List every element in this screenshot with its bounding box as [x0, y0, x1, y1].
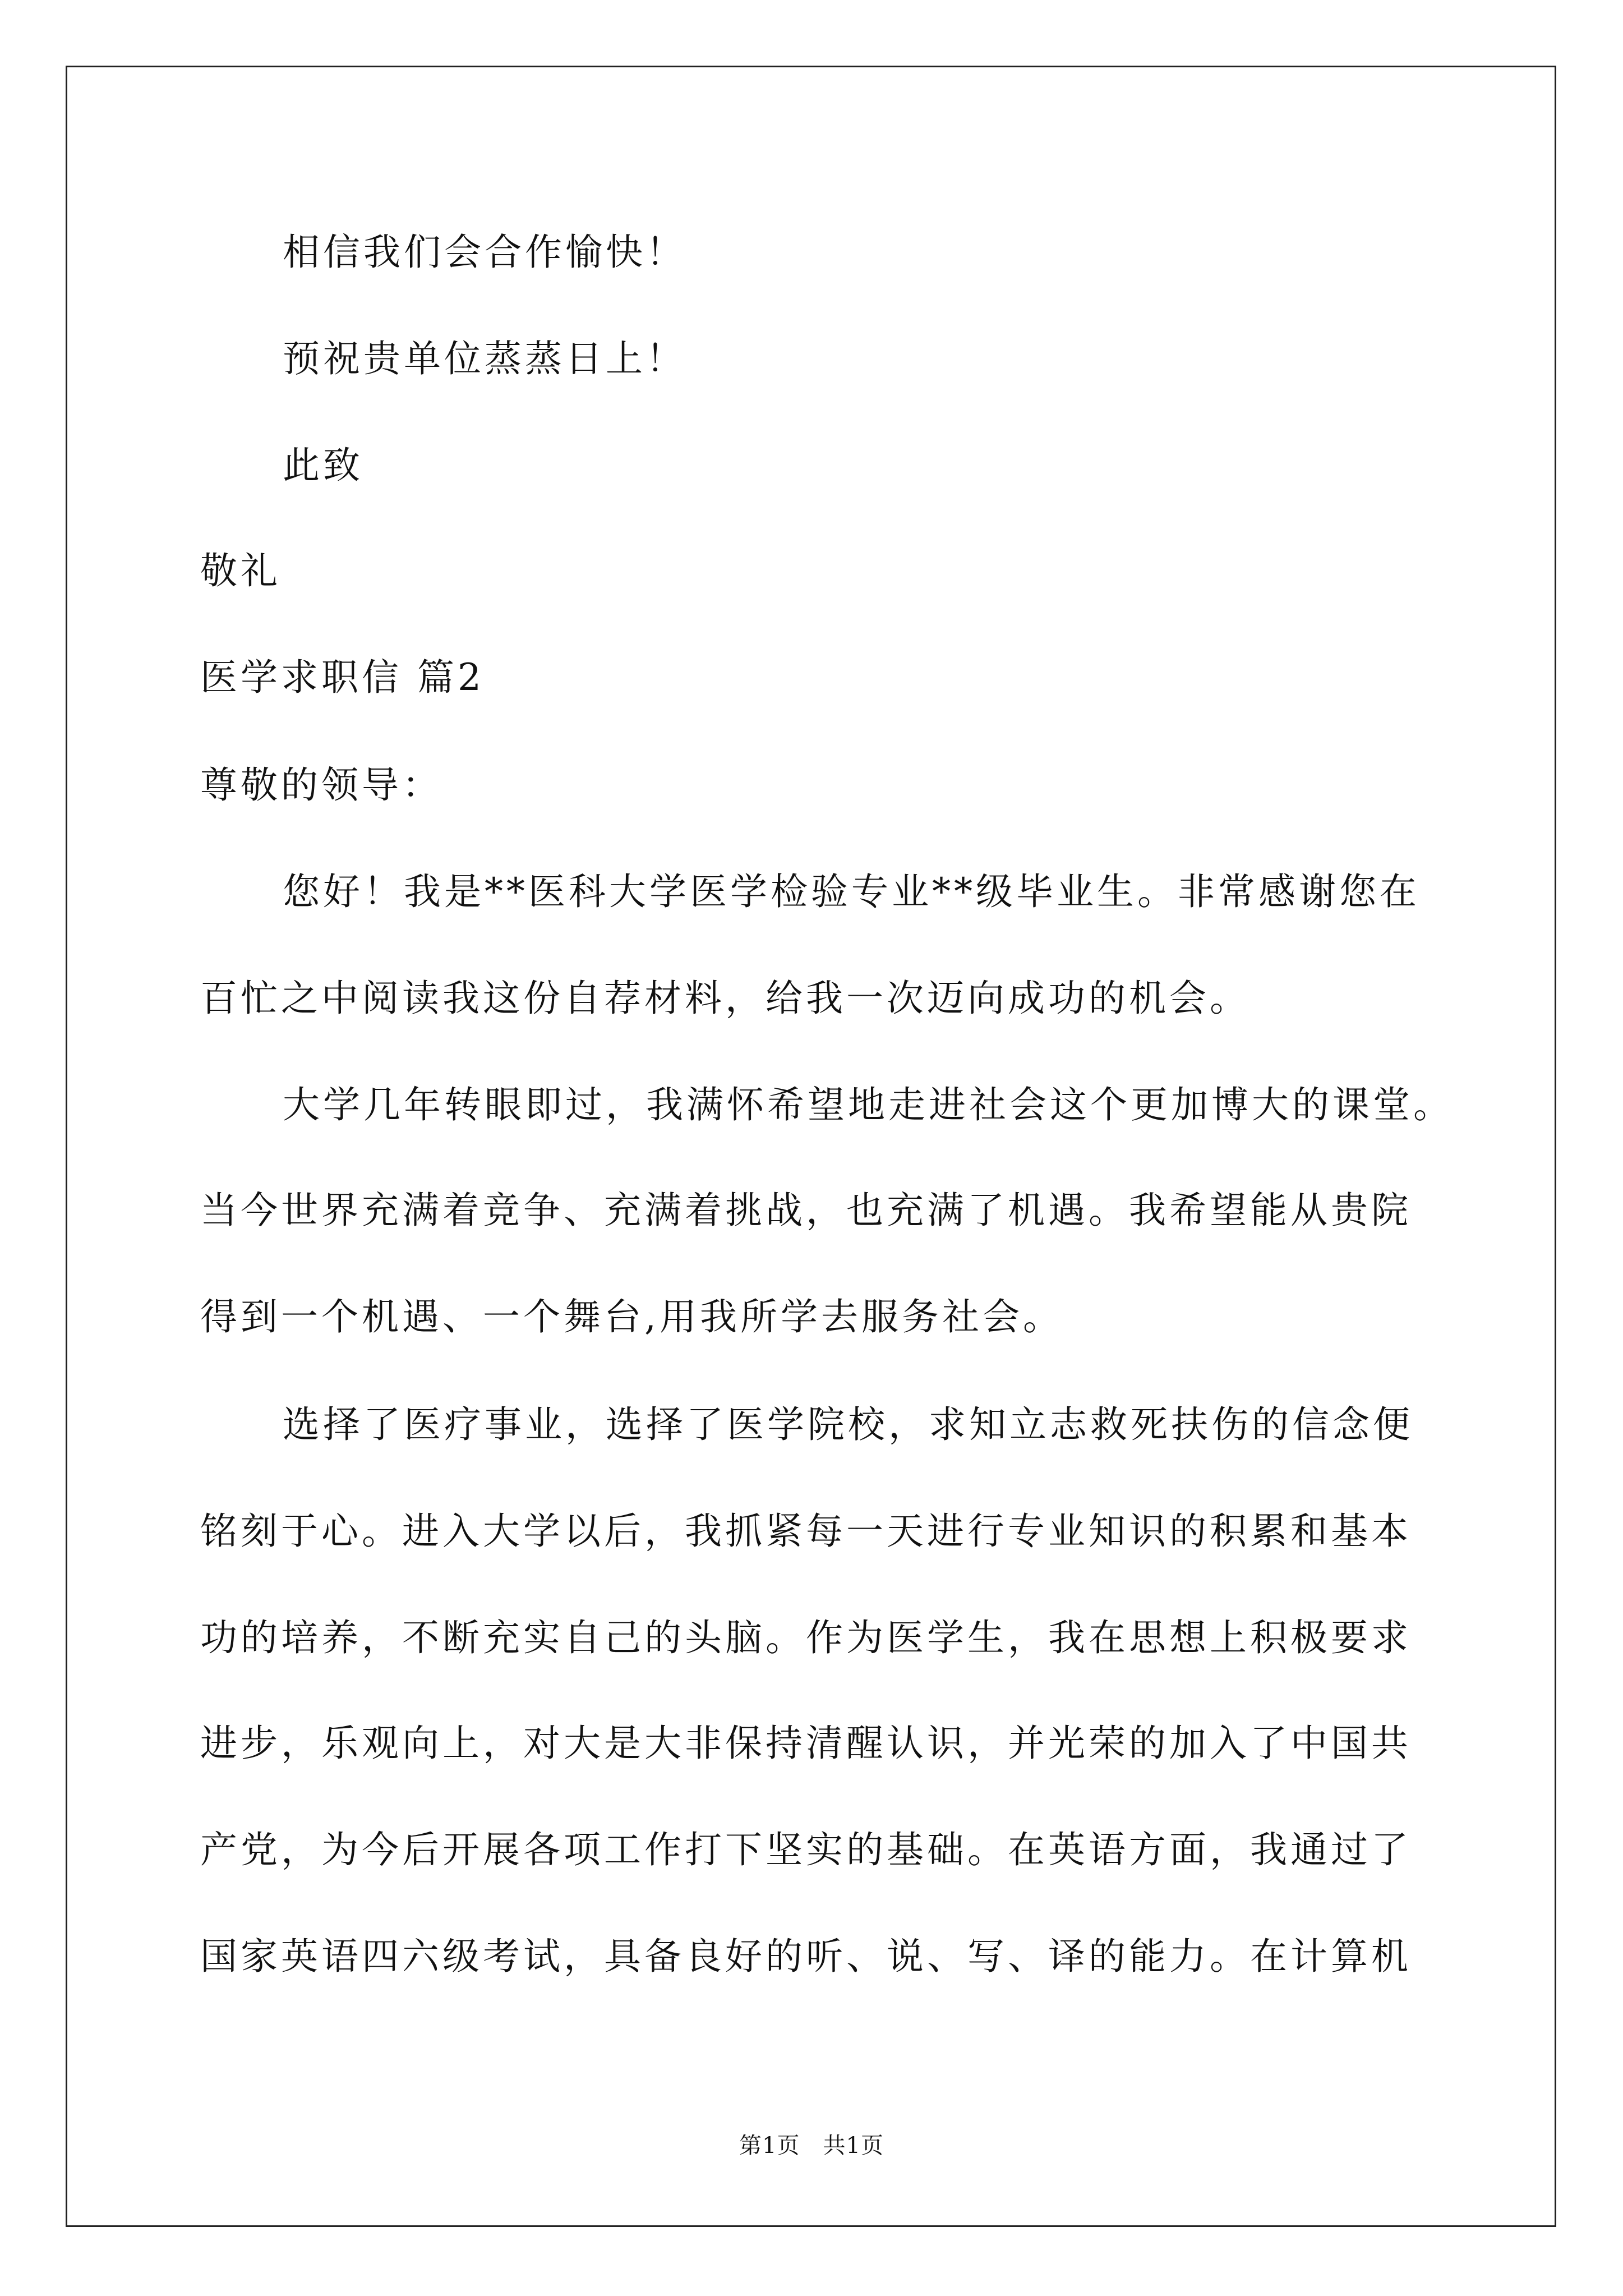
- section-heading: 医学求职信 篇2: [200, 656, 485, 699]
- text-line: 预祝贵单位蒸蒸日上！: [283, 337, 686, 380]
- text-line: 铭刻于心。进入大学以后，我抓紧每一天进行专业知识的积累和基本: [200, 1510, 1412, 1553]
- text-line: 大学几年转眼即过，我满怀希望地走进社会这个更加博大的课堂。: [283, 1083, 1454, 1126]
- text-line: 当今世界充满着竞争、充满着挑战，也充满了机遇。我希望能从贵院: [200, 1189, 1412, 1232]
- page-footer: 第1页 共1页: [739, 2133, 884, 2159]
- text-line: 百忙之中阅读我这份自荐材料，给我一次迈向成功的机会。: [200, 977, 1250, 1020]
- page-border: [66, 66, 1556, 2227]
- text-line: 功的培养，不断充实自己的头脑。作为医学生，我在思想上积极要求: [200, 1616, 1412, 1659]
- text-line: 得到一个机遇、一个舞台,用我所学去服务社会。: [200, 1295, 1063, 1338]
- text-line: 相信我们会合作愉快！: [283, 231, 686, 274]
- text-line: 您好！我是**医科大学医学检验专业**级毕业生。非常感谢您在: [283, 870, 1420, 913]
- closing-salutation: 敬礼: [200, 549, 281, 592]
- text-line: 产党，为今后开展各项工作打下坚实的基础。在英语方面，我通过了: [200, 1828, 1412, 1871]
- text-line: 进步，乐观向上，对大是大非保持清醒认识，并光荣的加入了中国共: [200, 1722, 1412, 1765]
- text-line: 此致: [283, 444, 363, 487]
- text-line: 国家英语四六级考试，具备良好的听、说、写、译的能力。在计算机: [200, 1935, 1412, 1978]
- text-line: 选择了医疗事业，选择了医学院校，求知立志救死扶伤的信念便: [283, 1403, 1413, 1446]
- salutation: 尊敬的领导：: [200, 763, 442, 807]
